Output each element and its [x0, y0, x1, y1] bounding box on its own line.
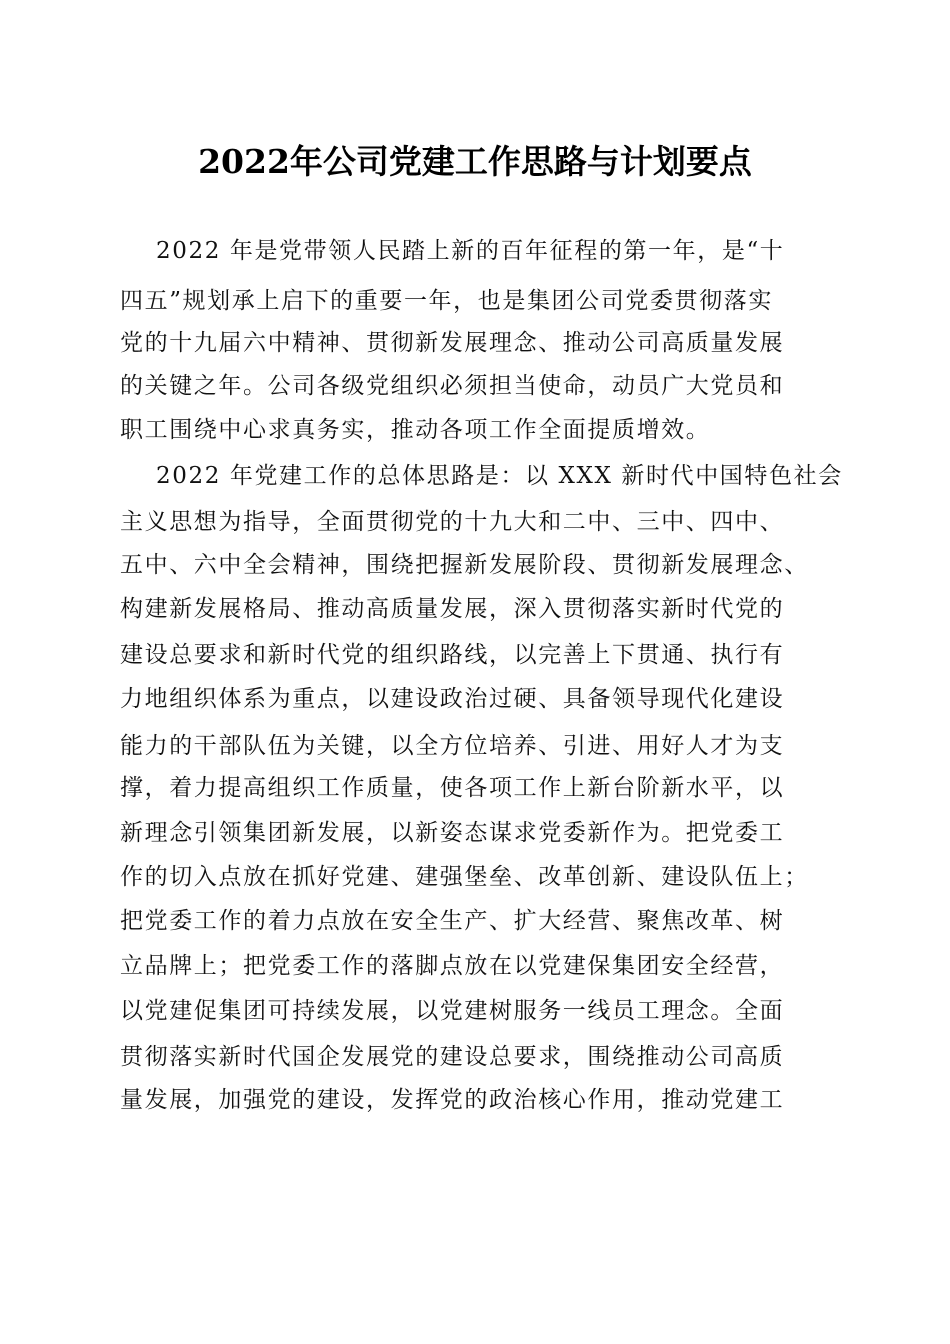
- text-line: 主义思想为指导，全面贯彻党的十九大和二中、三中、四中、: [120, 509, 785, 535]
- document-title: 2022年公司党建工作思路与计划要点: [198, 142, 752, 181]
- document-body: [120, 0, 843, 1344]
- text-line: 力地组织体系为重点，以建设政治过硬、具备领导现代化建设: [120, 686, 785, 712]
- text-line: 作的切入点放在抓好党建、建强堡垒、改革创新、建设队伍上；: [120, 864, 809, 890]
- text-line: 以党建促集团可持续发展，以党建树服务一线员工理念。全面: [120, 998, 785, 1024]
- text-line: 构建新发展格局、推动高质量发展，深入贯彻落实新时代党的: [120, 596, 785, 622]
- text-line: 立品牌上；把党委工作的落脚点放在以党建保集团安全经营，: [120, 953, 785, 979]
- text-line: 2022 年党建工作的总体思路是：以 XXX 新时代中国特色社会: [156, 463, 843, 489]
- text-line: 职工围绕中心求真务实，推动各项工作全面提质增效。: [120, 417, 711, 443]
- text-line: 五中、六中全会精神，围绕把握新发展阶段、贯彻新发展理念、: [120, 552, 809, 578]
- text-line: 的关键之年。公司各级党组织必须担当使命，动员广大党员和: [120, 373, 785, 399]
- text-line: 贯彻落实新时代国企发展党的建设总要求，围绕推动公司高质: [120, 1044, 785, 1070]
- text-line: 四五”规划承上启下的重要一年，也是集团公司党委贯彻落实: [120, 288, 773, 314]
- text-line: 建设总要求和新时代党的组织路线，以完善上下贯通、执行有: [120, 642, 785, 668]
- text-line: 撑，着力提高组织工作质量，使各项工作上新台阶新水平，以: [120, 775, 785, 801]
- text-line: 党的十九届六中精神、贯彻新发展理念、推动公司高质量发展: [120, 330, 785, 356]
- text-line: 能力的干部队伍为关键，以全方位培养、引进、用好人才为支: [120, 733, 785, 759]
- text-line: 新理念引领集团新发展，以新姿态谋求党委新作为。把党委工: [120, 820, 785, 846]
- text-line: 把党委工作的着力点放在安全生产、扩大经营、聚焦改革、树: [120, 908, 785, 934]
- text-line: 量发展，加强党的建设，发挥党的政治核心作用，推动党建工: [120, 1087, 785, 1113]
- text-line: 2022 年是党带领人民踏上新的百年征程的第一年，是“十: [156, 238, 785, 264]
